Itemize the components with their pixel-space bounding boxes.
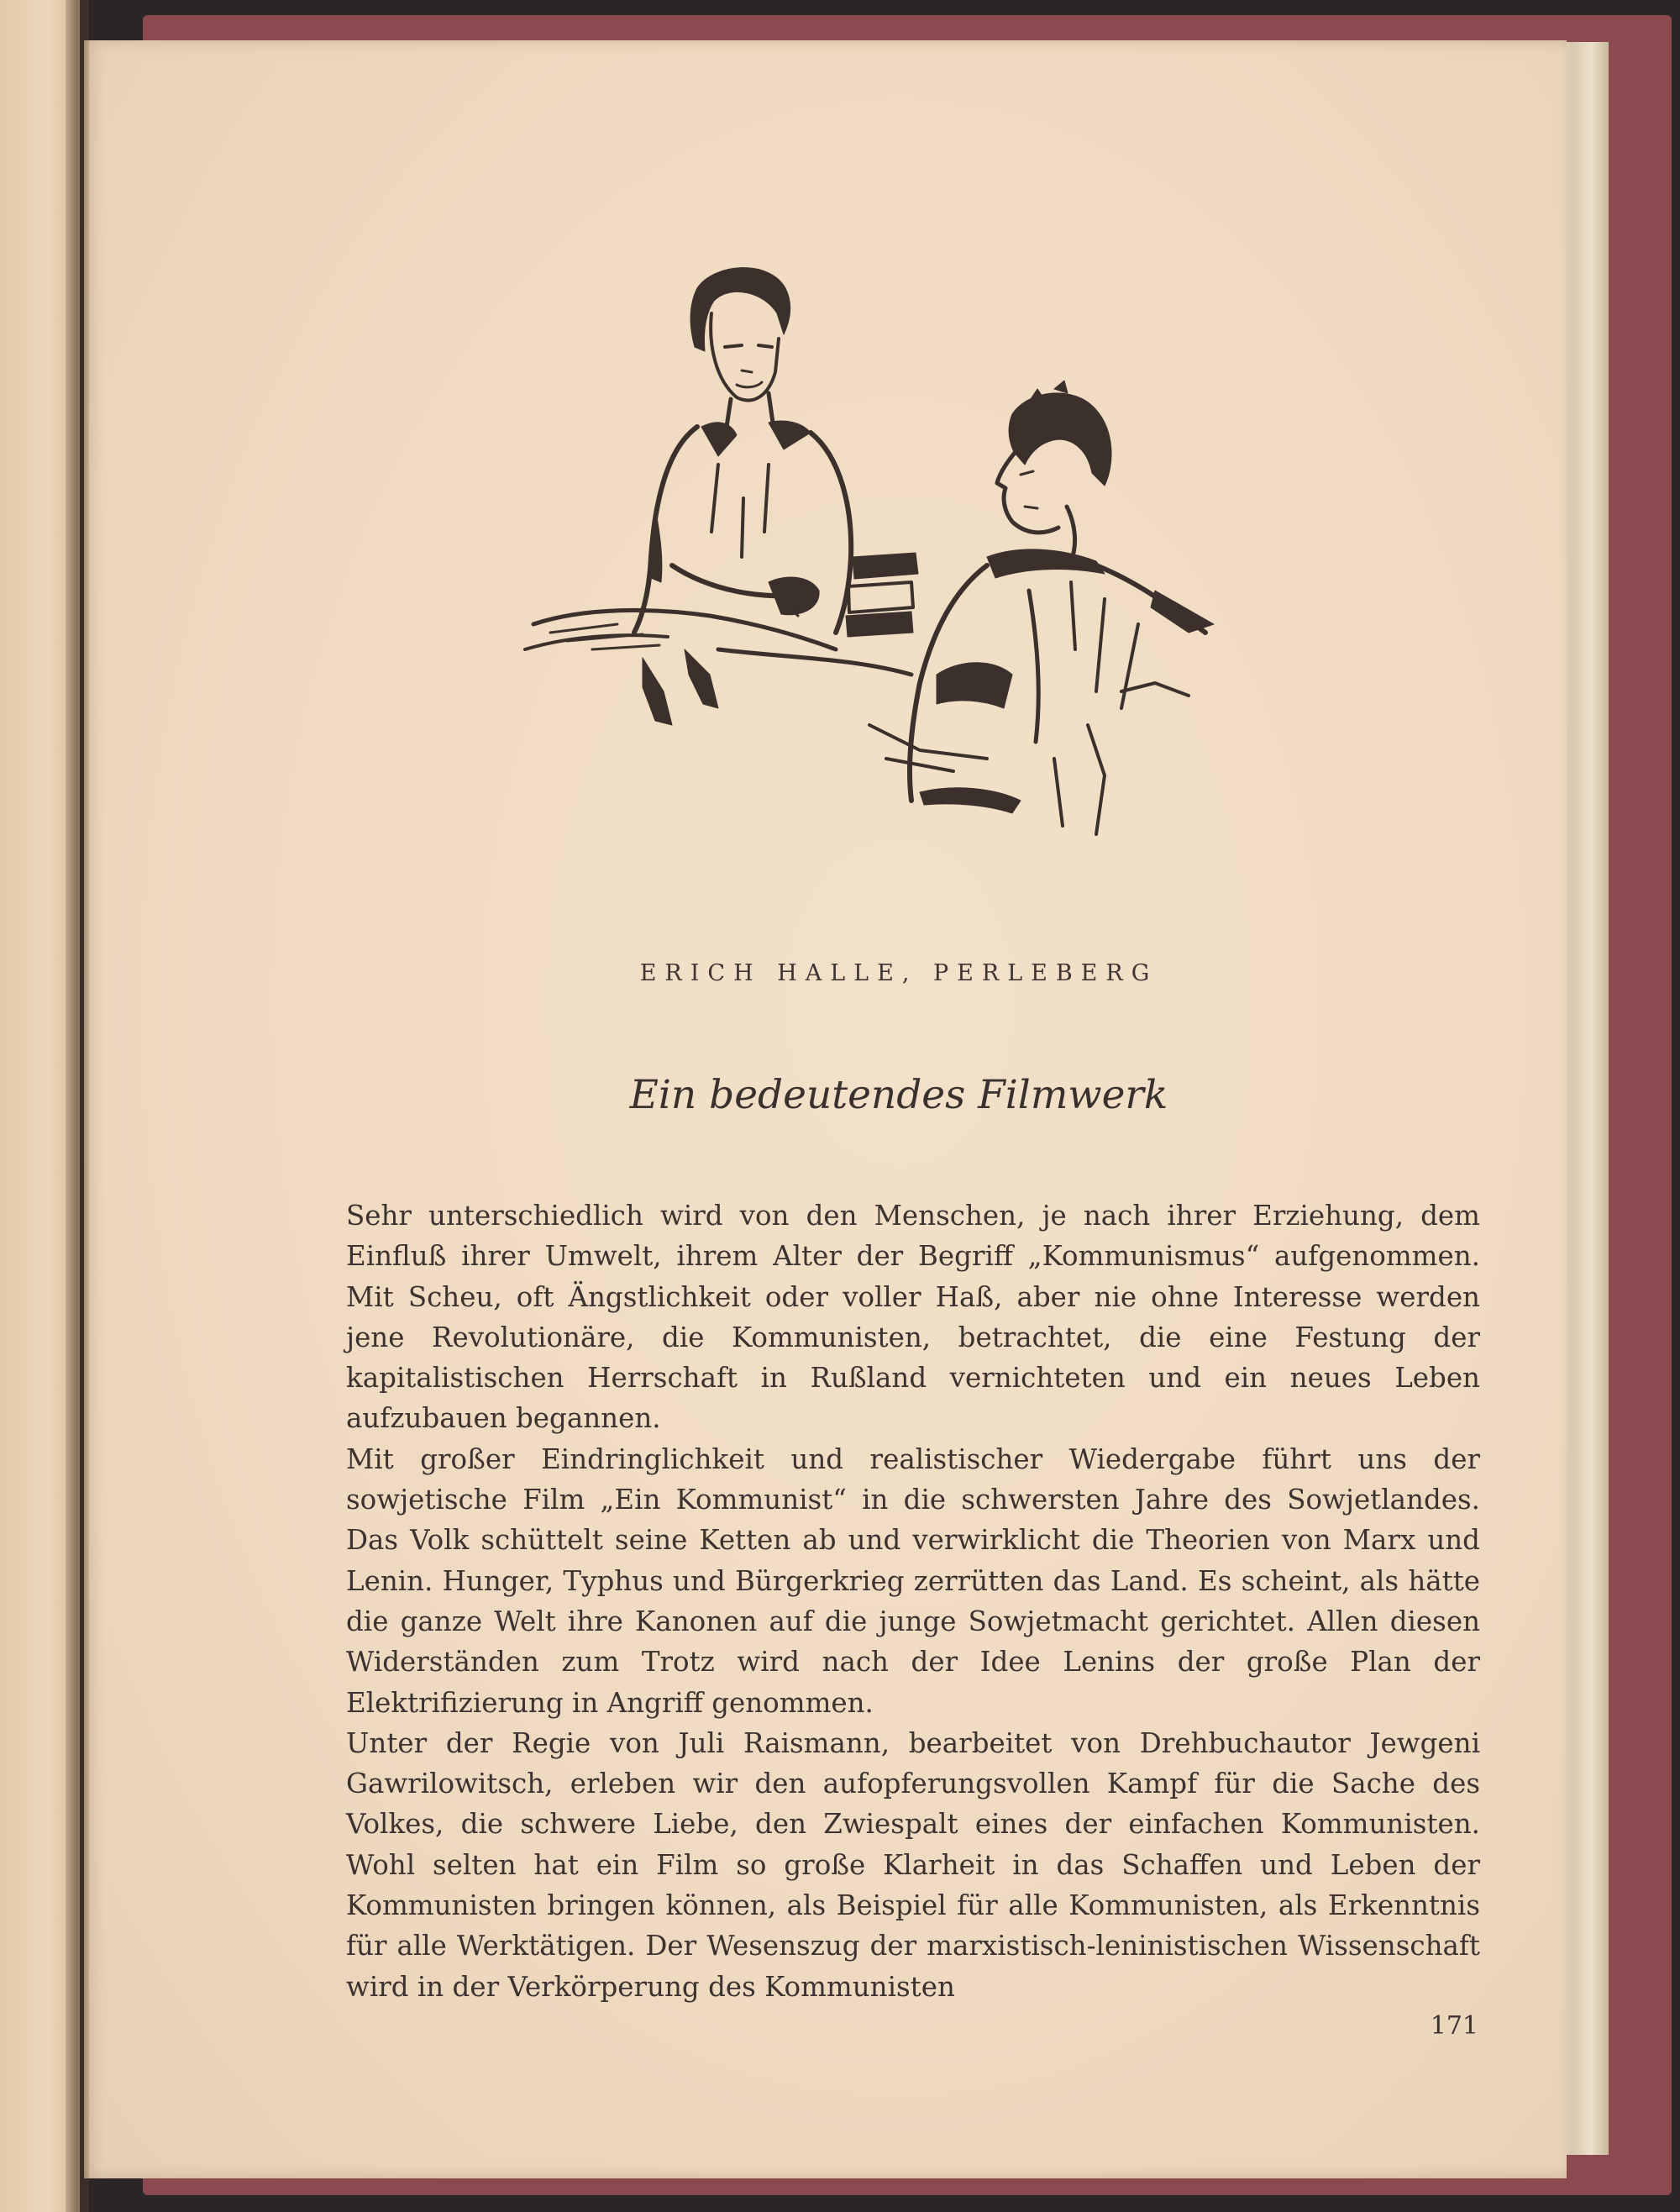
book-page: [84, 40, 1567, 2178]
article-body: [346, 1195, 1480, 2007]
author-byline: ERICH HALLE, PERLEBERG: [639, 960, 1158, 986]
page-number: 171: [1430, 2011, 1478, 2041]
article-title: Ein bedeutendes Filmwerk: [629, 1072, 1168, 1118]
paragraph-2: Mit großer Eindringlichkeit und realistischer Wiedergabe führt uns der sowjetische Film „Ein Kommunist“ in die schwersten Jahre des Sowjetlandes. Das Volk schüttelt seine Ketten ab und verwirklicht die Theorien von Marx und Lenin. Hunger, Typhus und Bürgerkrieg zerrütten das Land. Es scheint, als hätte die ganze Welt ihre Kanonen auf die junge Sowjetmacht gerichtet. Allen diesen Widerständen zum Trotz wird nach der Idee Lenins der große Plan der Elektrifizierung in Angriff genommen.: [346, 1442, 1480, 1719]
paragraph-1: Sehr unterschiedlich wird von den Menschen, je nach ihrer Erziehung, dem Einfluß ihrer Umwelt, ihrem Alter der Begriff „Kommunismus“ aufgenommen. Mit Scheu, oft Ängstlichkeit oder voller Haß, aber nie ohne Interesse werden jene Revolutionäre, die Kommunisten, betrachtet, die eine Festung der kapitalistischen Herrschaft in Rußland vernichteten und ein neues Leben aufzubauen begannen.: [346, 1200, 1480, 1435]
paragraph-3: Unter der Regie von Juli Raismann, bearbeitet von Drehbuchautor Jewgeni Gawrilowitsch, erleben wir den aufopferungsvollen Kampf für die Sache des Volkes, die schwere Liebe, den Zwiespalt eines der einfachen Kommunisten. Wohl selten hat ein Film so große Klarheit in das Schaffen und Leben der Kommunisten bringen können, als Beispiel für alle Kommunisten, als Erkenntnis für alle Werktätigen. Der Wesenszug der marxistisch-leninistischen Wissenschaft wird in der Verkörperung des Kommunisten: [346, 1726, 1480, 2003]
book-gutter: [66, 0, 89, 2212]
man-face: [997, 448, 1058, 533]
man-hair: [1009, 393, 1111, 486]
film-scene-illustration: [517, 255, 1289, 893]
woman-hair: [690, 268, 790, 351]
